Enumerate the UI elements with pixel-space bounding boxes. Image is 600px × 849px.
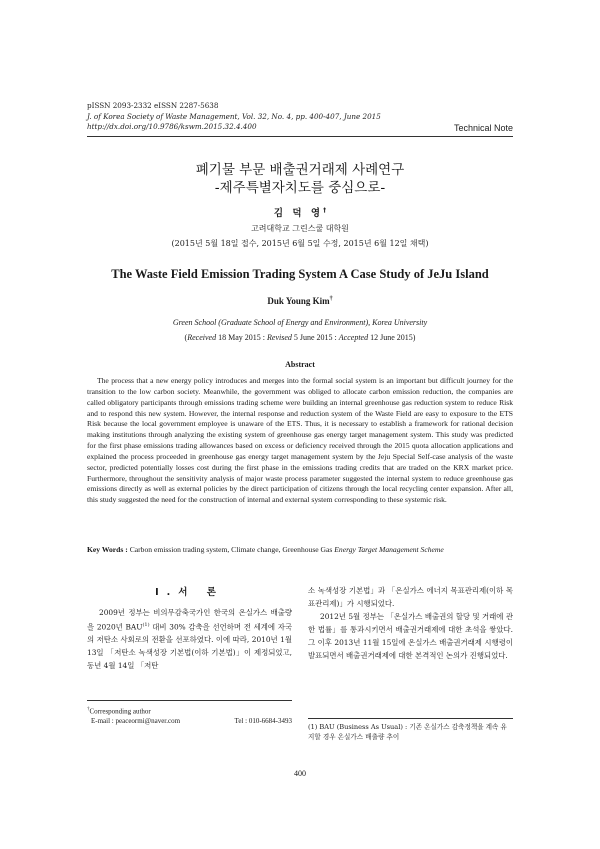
footnote-ref-1[interactable]: (1) xyxy=(142,622,150,628)
korean-dates: (2015년 5월 18일 접수, 2015년 6월 5일 수정, 2015년 6월 12일 채택) xyxy=(171,239,429,248)
english-affiliation: Green School (Graduate School of Energy and Environment), Korea University xyxy=(172,318,428,327)
para1-part-b: 대비 30% 감축을 선언하며 전 세계에 자국의 저탄소 사회로의 전환을 선포하였다. 이에 따라, 2010년 1월 13일 「저탄소 녹색성장 기본법(이하 기본법)」이 제정되었고, 동년 4월 14일 「저탄 xyxy=(87,622,292,671)
english-title: The Waste Field Emission Trading System A Case Study of JeJu Island xyxy=(111,267,489,281)
accepted-date: 12 June 2015 xyxy=(370,333,413,342)
footnote-1: (1) BAU (Business As Usual) : 기존 온실가스 감축정책을 계속 유지할 경우 온실가스 배출량 추이 xyxy=(308,718,513,742)
tel-label: Tel : xyxy=(234,717,248,726)
keywords-italic: Energy Target Management Scheme xyxy=(334,545,444,554)
keywords xyxy=(87,545,513,554)
citation-line: J. of Korea Society of Waste Management, Vol. 32, No. 4, pp. 400-407, June 2015 xyxy=(87,111,381,121)
left-column xyxy=(87,584,292,672)
header-rule xyxy=(87,136,513,137)
korean-author-mark: † xyxy=(323,206,327,214)
english-author-name: Duk Young Kim xyxy=(267,296,330,306)
english-dates: (Received 18 May 2015 : Revised 5 June 2015 : Accepted 12 June 2015) xyxy=(184,333,416,342)
korean-affiliation: 고려대학교 그린스쿨 대학원 xyxy=(251,224,349,233)
english-author-mark: † xyxy=(329,296,333,302)
revised-label: Revised xyxy=(267,333,292,342)
email-address[interactable]: peaceormi@naver.com xyxy=(115,717,181,726)
korean-title xyxy=(87,161,513,197)
tel-number: 010-6684-3493 xyxy=(248,717,292,726)
journal-header xyxy=(87,101,381,133)
section-number: I. xyxy=(155,587,179,598)
email-label: E-mail : xyxy=(91,717,114,726)
abstract-heading: Abstract xyxy=(285,360,315,369)
abstract-text: The process that a new energy policy introduces and merges into the formal social system is an important but difficult journey for the transition to the low carbon society. Meanwhile, the government was obliged to allocate carbon emission reduction, the companies are called obligatory participants through emissions trading scheme were building an internal greenhouse gas reduction system to reduce Risk and to respond this new system. However, the internal response and reduction system of the Waste Field are easy to exposure to the ETS Risk because the local government employee is unaware of the ETS. Thus, it is necessary to establish a framework for rational decision making institutions through analyzing the existing system of greenhouse gas energy target management system. This study was predicted for the first phase emissions trading allowances based on excess or deficiency received through the 2015 quota allocation applications and explained the process proceeded in greenhouse gas energy target management system by the Jeju Special Self-case analysis of the waste sector, predicted potentially losses cost during the first phase in the emissions trading credits that are traded on the KRX market price. Furthermore, throughout the sensitivity analysis of major waste process parameter suggested the internal system to reduce greenhouse gas emissions directly as well as external policies by the direct participation of citizens through the local recycling center expansion. After all, this study suggested the need for the construction of internal and external system corresponding to these systemic risk. xyxy=(87,376,513,505)
keywords-label: Key Words : xyxy=(87,545,128,554)
corresponding-label: Corresponding author xyxy=(89,707,151,716)
korean-author xyxy=(87,205,513,219)
korean-author-name: 김 덕 영 xyxy=(273,208,324,219)
korean-title-line1: 폐기물 부문 배출권거래제 사례연구 xyxy=(195,162,405,178)
intro-paragraph-2: 2012년 5월 정부는 「온실가스 배출권의 할당 및 거래에 관한 법률」를 통과시키면서 배출권거래제에 대한 초석을 쌓았다. 그 이후 2013년 11월 15일에 온실가스 배출권거래제 시행령이 발표되면서 배출권거래제에 대한 본격적인 논의가 진행되었다. xyxy=(308,612,513,660)
intro-paragraph-1-cont: 소 녹색성장 기본법」과 「온실가스 에너지 목표관리제(이하 목표관리제)」가 시행되었다. xyxy=(308,586,513,608)
intro-paragraph-1 xyxy=(87,606,292,672)
para1-part-a: 2009년 정부는 비의무감축국가인 한국의 온실가스 배출량을 2020년 BAU xyxy=(87,608,292,632)
page-number: 400 xyxy=(294,769,306,778)
doi-link[interactable]: http://dx.doi.org/10.9786/kswm.2015.32.4.400 xyxy=(87,122,257,131)
accepted-label: Accepted xyxy=(338,333,369,342)
section-heading xyxy=(87,584,292,598)
right-column xyxy=(308,584,513,662)
article-type-label: Technical Note xyxy=(453,123,513,133)
corresponding-mark: † xyxy=(87,707,90,712)
revised-date: 5 June 2015 xyxy=(293,333,333,342)
received-label: Received xyxy=(187,333,217,342)
english-author xyxy=(87,296,513,306)
corresponding-footnote xyxy=(87,700,292,726)
received-date: 18 May 2015 xyxy=(218,333,261,342)
issn-line: pISSN 2093-2332 eISSN 2287-5638 xyxy=(87,101,219,110)
section-title: 서 론 xyxy=(178,587,224,598)
korean-title-line2: -제주특별자치도를 중심으로- xyxy=(214,180,386,196)
keywords-list: Carbon emission trading system, Climate change, Greenhouse Gas xyxy=(129,545,333,554)
